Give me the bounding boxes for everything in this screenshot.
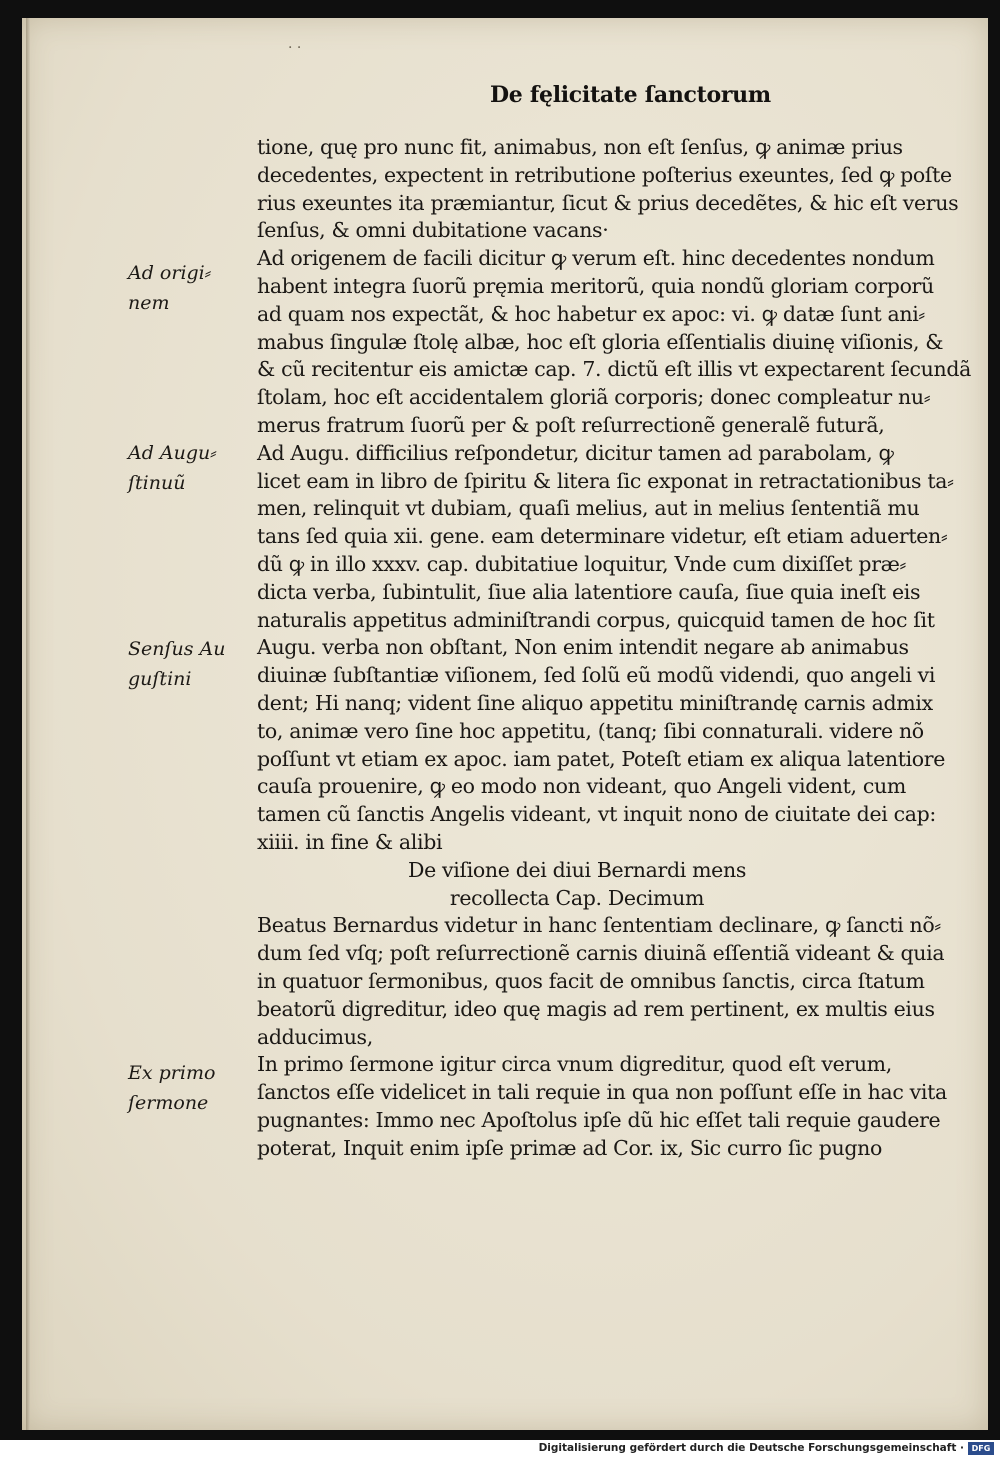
text-line: habent integra ſuorũ pręmia meritorũ, quia nondũ gloriam corporũ — [257, 273, 934, 298]
margin-note-line: guſtini — [128, 668, 192, 690]
margin-note — [128, 634, 238, 694]
chapter-heading-line: recollecta Cap. Decimum — [449, 885, 705, 910]
text-line: xiiii. in fine & alibi — [257, 829, 443, 854]
text-line: to, animæ vero ſine hoc appetitu, (tanq; ſibi connaturali. videre nõ — [257, 718, 924, 743]
text-line: ſanctos eſſe videlicet in tali requie in qua non poſſunt eſſe in hac vita — [257, 1080, 947, 1105]
text-line: poterat, Inquit enim ipſe primæ ad Cor. ix, Sic curro ſic pugno — [257, 1135, 882, 1160]
margin-note-line: Ad origi⸗ — [128, 262, 212, 284]
text-line: dũ ꝙ in illo xxxv. cap. dubitatiue loquitur, Vnde cum dixiſſet præ⸗ — [257, 551, 907, 576]
text-line: & cũ recitentur eis amictæ cap. 7. dictũ eſt illis vt expectarent ſecundã — [257, 357, 972, 382]
text-line: dicta verba, ſubintulit, ſiue alia latentiore cauſa, ſiue quia ineſt eis — [257, 579, 921, 604]
text-line: naturalis appetitus adminiſtrandi corpus, quicquid tamen de hoc ſit — [257, 607, 935, 632]
margin-note-line: Ex primo — [128, 1062, 216, 1084]
body-text — [257, 134, 972, 1162]
dfg-logo: DFG — [968, 1442, 994, 1455]
margin-note-line: ſermone — [128, 1092, 209, 1114]
margin-note — [128, 438, 238, 498]
text-line: in quatuor ſermonibus, quos facit de omnibus ſanctis, circa ſtatum — [257, 968, 925, 993]
text-line: tamen cũ ſanctis Angelis videant, vt inquit nono de ciuitate dei cap: — [257, 802, 936, 827]
text-line: Augu. verba non obſtant, Non enim intendit negare ab animabus — [257, 635, 909, 660]
text-line: ſenſus, & omni dubitatione vacans· — [257, 218, 609, 243]
text-line: licet eam in libro de ſpiritu & litera ſic exponat in retractationibus ta⸗ — [257, 468, 954, 493]
text-line: merus fratrum ſuorũ per & poſt reſurrectionẽ generalẽ futurã, — [257, 412, 885, 437]
funding-notice: Digitalisierung gefördert durch die Deutsche Forschungsgemeinschaft · — [538, 1442, 964, 1454]
text-line: ad quam nos expectãt, & hoc habetur ex apoc: vi. ꝙ datæ ſunt ani⸗ — [257, 301, 925, 326]
text-line: Ad origenem de facili dicitur ꝙ verum eſt. hinc decedentes nondum — [257, 246, 935, 271]
text-line: poſſunt vt etiam ex apoc. iam patet, Poteſt etiam ex aliqua latentiore — [257, 746, 946, 771]
chapter-heading-line: De viſione dei diui Bernardi mens — [407, 857, 746, 882]
running-header: De fęlicitate ſanctorum — [490, 82, 771, 108]
text-line: beatorũ digreditur, ideo quę magis ad rem pertinent, ex multis eius — [257, 996, 935, 1021]
text-line: mabus ſingulæ ſtolę albæ, hoc eſt gloria eſſentialis diuinę viſionis, & — [257, 329, 944, 354]
text-line: dum ſed vſq; poſt reſurrectionẽ carnis diuinã eſſentiã videant & quia — [257, 941, 945, 966]
text-line: In primo ſermone igitur circa vnum digreditur, quod eſt verum, — [257, 1052, 892, 1077]
margin-note-line: nem — [128, 292, 170, 314]
margin-note — [128, 1058, 238, 1118]
margin-note-line: Ad Augu⸗ — [128, 442, 217, 464]
text-line: Ad Augu. difficilius reſpondetur, dicitur tamen ad parabolam, ꝙ — [257, 440, 894, 465]
margin-note — [128, 258, 238, 318]
text-line: ſtolam, hoc eſt accidentalem gloriã corporis; donec compleatur nu⸗ — [257, 385, 931, 410]
page-gutter — [26, 18, 30, 1430]
text-line: cauſa prouenire, ꝙ eo modo non videant, quo Angeli vident, cum — [257, 774, 906, 799]
text-line: Beatus Bernardus videtur in hanc ſententiam declinare, ꝙ ſancti nõ⸗ — [257, 913, 941, 938]
text-line: dent; Hi nanq; vident ſine aliquo appetitu miniſtrandę carnis admix — [257, 690, 933, 715]
text-line: men, relinquit vt dubiam, quaſi melius, aut in melius ſententiã mu — [257, 496, 920, 521]
margin-note-line: Senſus Au — [128, 638, 226, 660]
text-line: adducimus, — [257, 1024, 373, 1049]
text-line: decedentes, expectent in retributione poſterius exeuntes, ſed ꝙ poſte — [257, 162, 952, 187]
text-line: tione, quę pro nunc fit, animabus, non eſt ſenſus, ꝙ animæ prius — [257, 135, 903, 159]
stray-mark: · · — [288, 40, 302, 56]
text-line: rius exeuntes ita præmiantur, ſicut & prius decedẽtes, & hic eſt verus — [257, 190, 959, 215]
text-line: diuinæ ſubſtantiæ viſionem, ſed ſolũ eũ modũ videndi, quo angeli vi — [257, 663, 936, 688]
text-line: pugnantes: Immo nec Apoſtolus ipſe dũ hic eſſet tali requie gaudere — [257, 1107, 941, 1132]
margin-note-line: ſtinuũ — [128, 472, 186, 494]
text-line: tans ſed quia xii. gene. eam determinare videtur, eſt etiam aduerten⸗ — [257, 524, 948, 549]
